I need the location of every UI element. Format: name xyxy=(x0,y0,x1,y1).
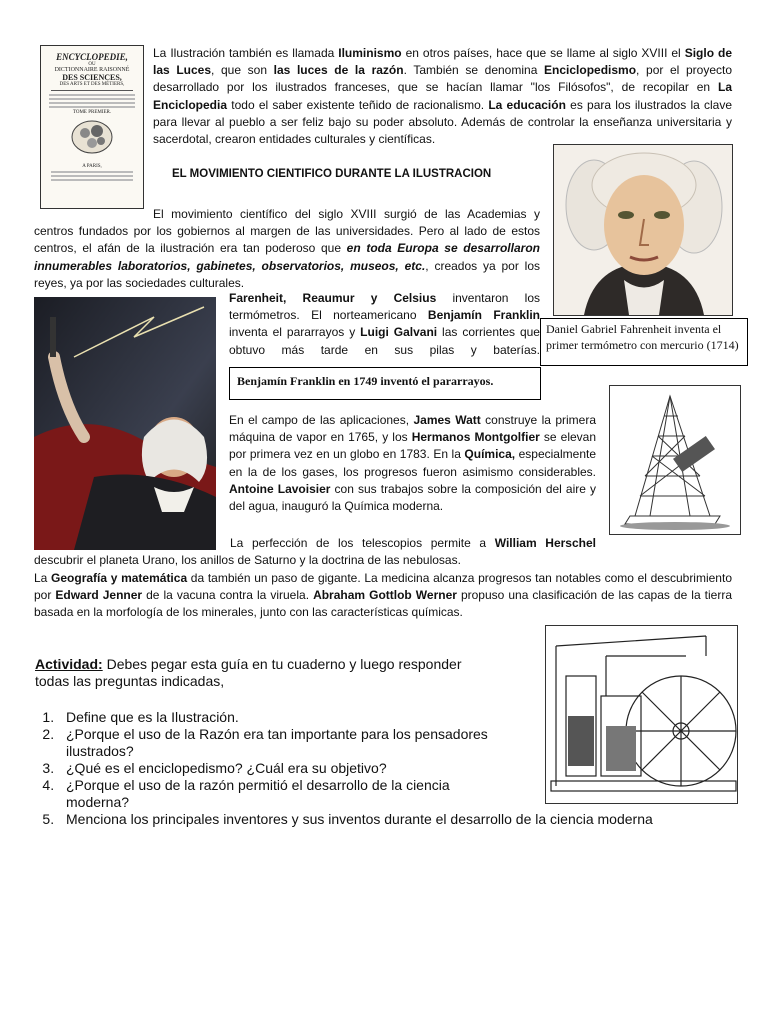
intro-bold: las luces de la razón xyxy=(273,63,404,78)
franklin-caption: Benjamín Franklin en 1749 inventó el pararrayos. xyxy=(229,367,541,400)
intro-bold: La Enciclopedia xyxy=(153,80,732,112)
intro-text: , que son xyxy=(211,63,274,78)
fahr-text: las corrientes que obtuvo más tarde en sus pilas y baterías. xyxy=(229,325,540,357)
farenheit-paragraph xyxy=(229,290,540,359)
fahr-bold: Farenheit, Reaumur y Celsius xyxy=(229,291,437,305)
intro-text: es para los ilustrados la clave para llevar al pueblo a ser feliz bajo su poder absoluto. Además de controlar la enseñanza universitaria y sacerdotal, crearon entidades culturales y científicas. xyxy=(153,97,733,147)
telescopios-paragraph xyxy=(34,535,596,569)
mov-text: El movimiento científico del siglo XVIII surgió de las Academias y centros fundados por los gobiernos al margen de las universidades. Pero al lado de estos centros, el afán de la ilustración era tan poderoso que xyxy=(34,207,540,256)
cover-tome: TOME PREMIER. xyxy=(72,110,112,115)
tel-text: descubrir el planeta Urano, los anillos de Saturno y la doctrina de las nebulosas. xyxy=(34,553,461,568)
question-item: 3. ¿Qué es el enciclopedismo? ¿Cuál era su objetivo? xyxy=(58,760,714,777)
geo-bold: Geografía y matemática xyxy=(51,571,188,585)
apps-bold: Hermanos Montgolfier xyxy=(411,430,540,445)
fahr-text: inventaron los termómetros. El norteamericano xyxy=(229,291,540,323)
geo-text: da también un paso de gigante. La medicina alcanza progresos tan notables como el descubrimiento por xyxy=(34,571,732,603)
section-heading: EL MOVIMIENTO CIENTIFICO DURANTE LA ILUSTRACION xyxy=(172,168,492,180)
questions-list xyxy=(34,709,714,828)
cover-sciences: DES SCIENCES, xyxy=(62,73,122,82)
fahrenheit-caption: Daniel Gabriel Fahrenheit inventa el primer termómetro con mercurio (1714) xyxy=(540,318,748,366)
intro-paragraph xyxy=(153,45,732,148)
geo-text: La xyxy=(34,571,52,585)
geo-bold: Edward Jenner xyxy=(55,588,143,603)
cover-dictionnaire: DICTIONNAIRE RAISONNÉ xyxy=(54,67,130,73)
fahrenheit-portrait xyxy=(553,144,733,316)
fahr-bold: Luigi Galvani xyxy=(360,325,438,340)
cover-city: A PARIS, xyxy=(82,164,102,169)
intro-bold: Siglo de las Luces xyxy=(153,46,732,78)
telescope-image xyxy=(609,385,741,535)
apps-bold: Antoine Lavoisier xyxy=(229,481,331,496)
question-item: 1. Define que es la Ilustración. xyxy=(58,709,714,726)
mov-text: , creados ya por los reyes, ya por las sociedades culturales. xyxy=(34,258,540,290)
geografia-paragraph xyxy=(34,570,732,622)
question-item: 2. ¿Porque el uso de la Razón era tan importante para los pensadores ilustrados? xyxy=(58,726,526,760)
intro-text: La Ilustración también es llamada xyxy=(153,46,339,60)
apps-bold: Química, xyxy=(464,447,516,462)
intro-text: . También se denomina xyxy=(403,63,545,78)
cover-ou: OU xyxy=(88,62,96,67)
activity-text: Debes pegar esta guía en tu cuaderno y luego responder todas las preguntas indicadas, xyxy=(35,656,462,689)
apps-text: construye la primera máquina de vapor en 1765, y los xyxy=(229,413,597,445)
intro-text: todo el saber existente teñido de racionalismo. xyxy=(227,97,489,112)
fahr-bold: Benjamín Franklin xyxy=(427,308,541,323)
intro-bold: Iluminismo xyxy=(338,46,402,60)
aplicaciones-paragraph xyxy=(229,412,596,515)
tel-text: La perfección de los telescopios permite a xyxy=(230,536,495,550)
movimiento-paragraph xyxy=(34,206,540,292)
intro-bold: La educación xyxy=(488,97,566,112)
question-item: 4. ¿Porque el uso de la razón permitió el desarrollo de la ciencia moderna? xyxy=(58,777,506,811)
fahr-text: inventa el pararrayos y xyxy=(229,325,361,340)
intro-bold: Enciclopedismo xyxy=(544,63,637,78)
apps-text: En el campo de las aplicaciones, xyxy=(229,413,414,427)
encyclopedie-cover-image xyxy=(40,45,144,209)
intro-text: , por el proyecto desarrollado por los ilustrados franceses, que se hacían llamar "los Filósofos", de recopilar en xyxy=(153,63,733,95)
geo-text: de la vacuna contra la viruela. xyxy=(142,588,314,603)
geo-text: propuso una clasificación de las capas de la tierra basada en la morfología de los minerales, junto con las características químicas. xyxy=(34,588,732,620)
intro-text: en otros países, hace que se llame al siglo XVIII el xyxy=(401,46,685,60)
apps-text: con sus trabajos sobre la composición del aire y del agua, inauguró la Química moderna. xyxy=(229,481,597,514)
geo-bold: Abraham Gottlob Werner xyxy=(313,588,457,603)
cover-vignette xyxy=(67,117,117,157)
activity-section xyxy=(35,656,495,690)
cover-arts: DES ARTS ET DES MÉTIERS, xyxy=(59,82,125,87)
mov-bold-italic: en toda Europa se desarrollaron innumerables laboratorios, gabinetes, observatorios, museos, etc. xyxy=(34,241,540,273)
apps-text: se elevan por primera vez en un globo en 1783. En la xyxy=(229,430,596,462)
cover-title: ENCYCLOPEDIE, xyxy=(56,52,128,62)
question-item: 5. Menciona los principales inventores y sus inventos durante el desarrollo de la ciencia moderna xyxy=(58,811,714,828)
tel-bold: William Herschel xyxy=(494,536,596,550)
franklin-painting xyxy=(34,297,216,550)
apps-bold: James Watt xyxy=(413,413,481,427)
apps-text: especialmente en la de los gases, los progresos fueron asimismo considerables. xyxy=(229,447,596,479)
activity-label: Actividad: xyxy=(35,656,103,672)
